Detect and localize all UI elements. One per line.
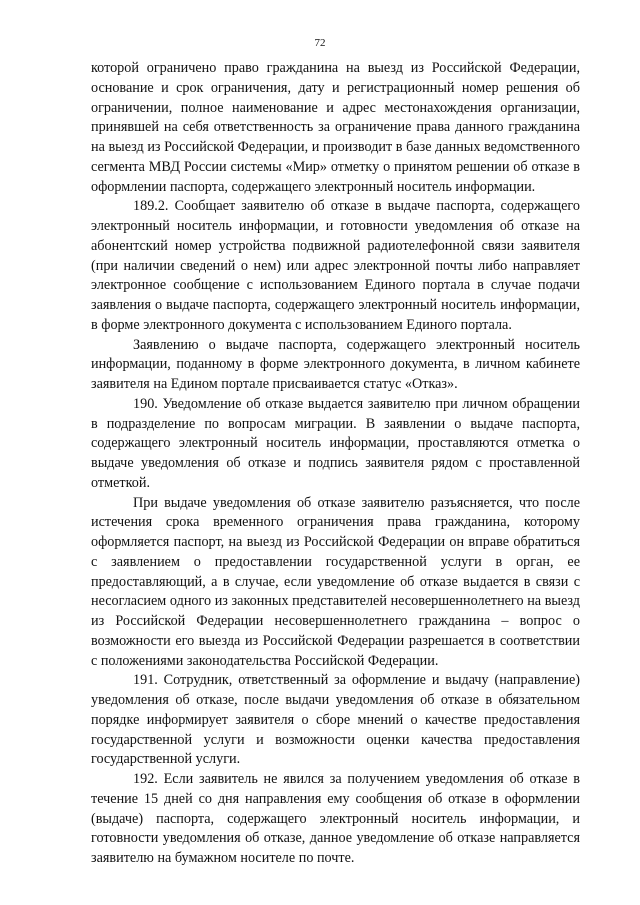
page-number: 72 — [314, 37, 326, 49]
paragraph-explanation: При выдаче уведомления об отказе заявителю разъясняется, что после истечения срока временного ограничения права гражданина, которому оформляется паспорт, на выезд из Российской Федерации он вправе обратиться с заявлением о предоставлении государственной услуги в орган, ее предоставляющий, а в случае, если уведомление об отказе выдается в связи с несогласием одного из законных представителей несовершеннолетнего на выезд из Российской Федерации несовершеннолетнего гражданина – вопрос о возможности его выезда из Российской Федерации разрешается в соответствии с положениями законодательства Российской Федерации. — [91, 494, 580, 669]
paragraph-190: 190. Уведомление об отказе выдается заявителю при личном обращении в подразделение по вопросам миграции. В заявлении о выдаче паспорта, содержащего электронный носитель информации, проставляются отметка о выдаче уведомления об отказе и подпись заявителя рядом с проставленной отметкой. — [91, 395, 580, 491]
document-body — [91, 59, 580, 869]
paragraph-189-2: 189.2. Сообщает заявителю об отказе в выдаче паспорта, содержащего электронный носитель информации, и готовности уведомления об отказе на абонентский номер устройства подвижной радиотелефонной связи заявителя (при наличии сведений о нем) или адрес электронной почты либо направляет электронное сообщение с использованием Единого портала в случае подачи заявления о выдаче паспорта, содержащего электронный носитель информации, в форме электронного документа с использованием Единого портала. — [91, 198, 580, 333]
paragraph-continuation: которой ограничено право гражданина на выезд из Российской Федерации, основание и срок ограничения, дату и регистрационный номер решения об ограничении, полное наименование и адрес местонахождения организации, принявшей на себя ответственность за ограничение права данного гражданина на выезд из Российской Федерации, и производит в базе данных ведомственного сегмента МВД России системы «Мир» отметку о принятом решении об отказе в оформлении паспорта, содержащего электронный носитель информации. — [91, 60, 580, 195]
paragraph-192: 192. Если заявитель не явился за получением уведомления об отказе в течение 15 дней со дня направления ему сообщения об отказе в оформлении (выдаче) паспорта, содержащего электронный носитель информации, и готовности уведомления об отказе, данное уведомление об отказе направляется заявителю на бумажном носителе по почте. — [91, 771, 580, 866]
paragraph-status-otkaz: Заявлению о выдаче паспорта, содержащего электронный носитель информации, поданному в форме электронного документа, в личном кабинете заявителя на Едином портале присваивается статус «Отказ». — [91, 336, 580, 392]
paragraph-191: 191. Сотрудник, ответственный за оформление и выдачу (направление) уведомления об отказе, после выдачи уведомления об отказе в обязательном порядке информирует заявителя о сборе мнений о качестве предоставления государственной услуги и возможности оценки качества предоставления государственной услуги. — [91, 672, 580, 768]
